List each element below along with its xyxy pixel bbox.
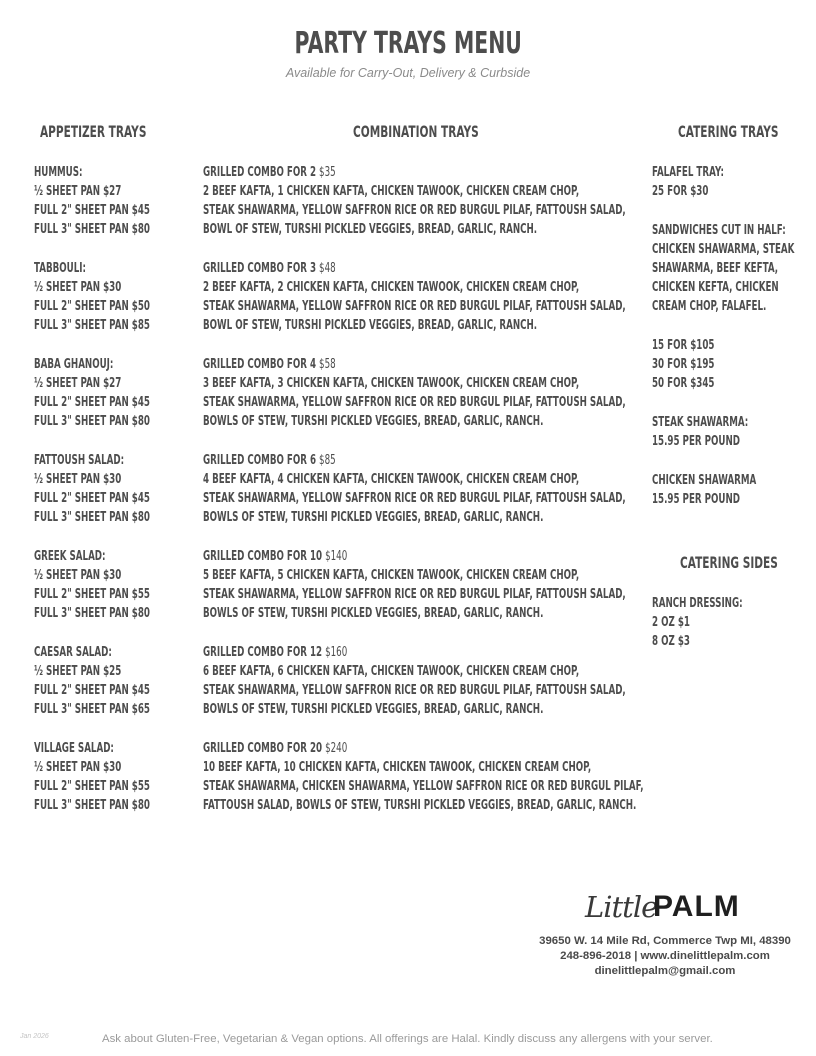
combo-price: $85 [319, 453, 336, 468]
logo-bold-text: PALM [653, 890, 740, 923]
sandwiches-desc: CREAM CHOP, FALAFEL. [652, 299, 767, 314]
combo-title [203, 546, 422, 566]
combo-name: GRILLED COMBO FOR 12 [203, 645, 323, 660]
appetizer-price: FULL 3" SHEET PAN $80 [34, 414, 150, 429]
appetizer-name: TABBOULI: [34, 261, 87, 276]
appetizer-name: CAESAR SALAD: [34, 645, 112, 660]
appetizer-price: FULL 2" SHEET PAN $45 [34, 395, 150, 410]
combo-desc: STEAK SHAWARMA, YELLOW SAFFRON RICE OR RED BURGUL PILAF, FATTOUSH SALAD, [203, 299, 626, 314]
appetizer-price: ½ SHEET PAN $27 [34, 184, 122, 199]
combo-desc: STEAK SHAWARMA, YELLOW SAFFRON RICE OR RED BURGUL PILAF, FATTOUSH SALAD, [203, 203, 626, 218]
combo-desc: 5 BEEF KAFTA, 5 CHICKEN KAFTA, CHICKEN TAWOOK, CHICKEN CREAM CHOP, [203, 568, 580, 583]
steak-shawarma-name: STEAK SHAWARMA: [652, 415, 749, 430]
combo-desc: BOWLS OF STEW, TURSHI PICKLED VEGGIES, BREAD, GARLIC, RANCH. [203, 702, 544, 717]
combo-name: GRILLED COMBO FOR 4 [203, 357, 317, 372]
appetizer-price: ½ SHEET PAN $25 [34, 664, 122, 679]
steak-shawarma-price: 15.95 PER POUND [652, 434, 740, 449]
appetizer-price: ½ SHEET PAN $30 [34, 472, 122, 487]
combo-desc: STEAK SHAWARMA, YELLOW SAFFRON RICE OR RED BURGUL PILAF, FATTOUSH SALAD, [203, 587, 626, 602]
sandwiches-desc: CHICKEN KEFTA, CHICKEN [652, 280, 779, 295]
combo-desc: 3 BEEF KAFTA, 3 CHICKEN KAFTA, CHICKEN TAWOOK, CHICKEN CREAM CHOP, [203, 376, 580, 391]
ranch-dressing-price: 2 OZ $1 [652, 615, 690, 630]
sandwiches-name: SANDWICHES CUT IN HALF: [652, 223, 786, 238]
combo-title [203, 354, 404, 374]
catering-trays-heading: CATERING TRAYS [678, 122, 779, 141]
appetizer-price: FULL 3" SHEET PAN $80 [34, 222, 150, 237]
appetizer-price: FULL 3" SHEET PAN $80 [34, 798, 150, 813]
sandwiches-price: 15 FOR $105 [652, 338, 715, 353]
appetizer-name: BABA GHANOUJ: [34, 357, 114, 372]
combo-name: GRILLED COMBO FOR 3 [203, 261, 317, 276]
appetizer-price: ½ SHEET PAN $30 [34, 568, 122, 583]
combo-name: GRILLED COMBO FOR 20 [203, 741, 323, 756]
appetizer-name: FATTOUSH SALAD: [34, 453, 125, 468]
combo-desc: STEAK SHAWARMA, YELLOW SAFFRON RICE OR RED BURGUL PILAF, FATTOUSH SALAD, [203, 683, 626, 698]
appetizer-price: FULL 2" SHEET PAN $45 [34, 203, 150, 218]
chicken-shawarma-price: 15.95 PER POUND [652, 492, 740, 507]
page-title: PARTY TRAYS MENU [294, 26, 522, 61]
combo-desc: BOWL OF STEW, TURSHI PICKLED VEGGIES, BREAD, GARLIC, RANCH. [203, 222, 538, 237]
appetizer-price: FULL 2" SHEET PAN $45 [34, 491, 150, 506]
combo-price: $35 [319, 165, 336, 180]
menu-date: Jan 2026 [20, 1033, 49, 1040]
combo-desc: STEAK SHAWARMA, YELLOW SAFFRON RICE OR RED BURGUL PILAF, FATTOUSH SALAD, [203, 491, 626, 506]
appetizer-price: ½ SHEET PAN $27 [34, 376, 122, 391]
little-palm-logo [585, 890, 765, 926]
combination-trays-heading: COMBINATION TRAYS [353, 122, 479, 141]
appetizer-price: ½ SHEET PAN $30 [34, 760, 122, 775]
combo-price: $140 [325, 549, 348, 564]
combo-desc: BOWL OF STEW, TURSHI PICKLED VEGGIES, BREAD, GARLIC, RANCH. [203, 318, 538, 333]
combo-desc: 4 BEEF KAFTA, 4 CHICKEN KAFTA, CHICKEN TAWOOK, CHICKEN CREAM CHOP, [203, 472, 580, 487]
combo-desc: STEAK SHAWARMA, CHICKEN SHAWARMA, YELLOW SAFFRON RICE OR RED BURGUL PILAF, [203, 779, 644, 794]
sandwiches-desc: CHICKEN SHAWARMA, STEAK [652, 242, 795, 257]
appetizer-name: VILLAGE SALAD: [34, 741, 114, 756]
combo-desc: 2 BEEF KAFTA, 1 CHICKEN KAFTA, CHICKEN TAWOOK, CHICKEN CREAM CHOP, [203, 184, 580, 199]
combo-desc: 2 BEEF KAFTA, 2 CHICKEN KAFTA, CHICKEN TAWOOK, CHICKEN CREAM CHOP, [203, 280, 580, 295]
combo-title [203, 642, 422, 662]
falafel-tray-price: 25 FOR $30 [652, 184, 709, 199]
combo-desc: BOWLS OF STEW, TURSHI PICKLED VEGGIES, BREAD, GARLIC, RANCH. [203, 606, 544, 621]
logo-script-text: Little [585, 890, 658, 924]
combo-title [203, 258, 404, 278]
appetizer-price: FULL 3" SHEET PAN $85 [34, 318, 150, 333]
appetizer-price: FULL 3" SHEET PAN $65 [34, 702, 150, 717]
appetizer-price: FULL 2" SHEET PAN $55 [34, 779, 150, 794]
appetizer-trays-heading: APPETIZER TRAYS [40, 122, 147, 141]
combo-name: GRILLED COMBO FOR 2 [203, 165, 317, 180]
combo-title [203, 738, 422, 758]
combo-price: $160 [325, 645, 348, 660]
sandwiches-price: 50 FOR $345 [652, 376, 715, 391]
combo-name: GRILLED COMBO FOR 10 [203, 549, 323, 564]
appetizer-price: FULL 2" SHEET PAN $50 [34, 299, 150, 314]
email: dinelittlepalm@gmail.com [594, 965, 736, 977]
combo-price: $48 [319, 261, 336, 276]
combo-desc: STEAK SHAWARMA, YELLOW SAFFRON RICE OR RED BURGUL PILAF, FATTOUSH SALAD, [203, 395, 626, 410]
combo-title [203, 162, 404, 182]
appetizer-name: GREEK SALAD: [34, 549, 106, 564]
appetizer-price: FULL 2" SHEET PAN $45 [34, 683, 150, 698]
falafel-tray-name: FALAFEL TRAY: [652, 165, 725, 180]
ranch-dressing-price: 8 OZ $3 [652, 634, 690, 649]
ranch-dressing-name: RANCH DRESSING: [652, 596, 743, 611]
dietary-note: Ask about Gluten-Free, Vegetarian & Vegan options. All offerings are Halal. Kindly discuss any allergens with your server. [102, 1033, 713, 1045]
phone-website: 248-896-2018 | www.dinelittlepalm.com [560, 950, 770, 962]
combo-name: GRILLED COMBO FOR 6 [203, 453, 317, 468]
combo-desc: 10 BEEF KAFTA, 10 CHICKEN KAFTA, CHICKEN TAWOOK, CHICKEN CREAM CHOP, [203, 760, 592, 775]
sandwiches-price: 30 FOR $195 [652, 357, 715, 372]
appetizer-price: FULL 3" SHEET PAN $80 [34, 606, 150, 621]
appetizer-price: FULL 3" SHEET PAN $80 [34, 510, 150, 525]
combo-desc: BOWLS OF STEW, TURSHI PICKLED VEGGIES, BREAD, GARLIC, RANCH. [203, 414, 544, 429]
catering-sides-heading: CATERING SIDES [680, 553, 778, 572]
combo-desc: 6 BEEF KAFTA, 6 CHICKEN KAFTA, CHICKEN TAWOOK, CHICKEN CREAM CHOP, [203, 664, 580, 679]
combo-title [203, 450, 404, 470]
appetizer-price: FULL 2" SHEET PAN $55 [34, 587, 150, 602]
chicken-shawarma-name: CHICKEN SHAWARMA [652, 473, 757, 488]
combo-desc: BOWLS OF STEW, TURSHI PICKLED VEGGIES, BREAD, GARLIC, RANCH. [203, 510, 544, 525]
combo-desc: FATTOUSH SALAD, BOWLS OF STEW, TURSHI PICKLED VEGGIES, BREAD, GARLIC, RANCH. [203, 798, 637, 813]
page-subtitle: Available for Carry-Out, Delivery & Curbside [285, 66, 531, 80]
combo-price: $240 [325, 741, 348, 756]
appetizer-name: HUMMUS: [34, 165, 83, 180]
combo-price: $58 [319, 357, 336, 372]
sandwiches-desc: SHAWARMA, BEEF KEFTA, [652, 261, 779, 276]
address: 39650 W. 14 Mile Rd, Commerce Twp MI, 48390 [539, 935, 791, 947]
appetizer-price: ½ SHEET PAN $30 [34, 280, 122, 295]
